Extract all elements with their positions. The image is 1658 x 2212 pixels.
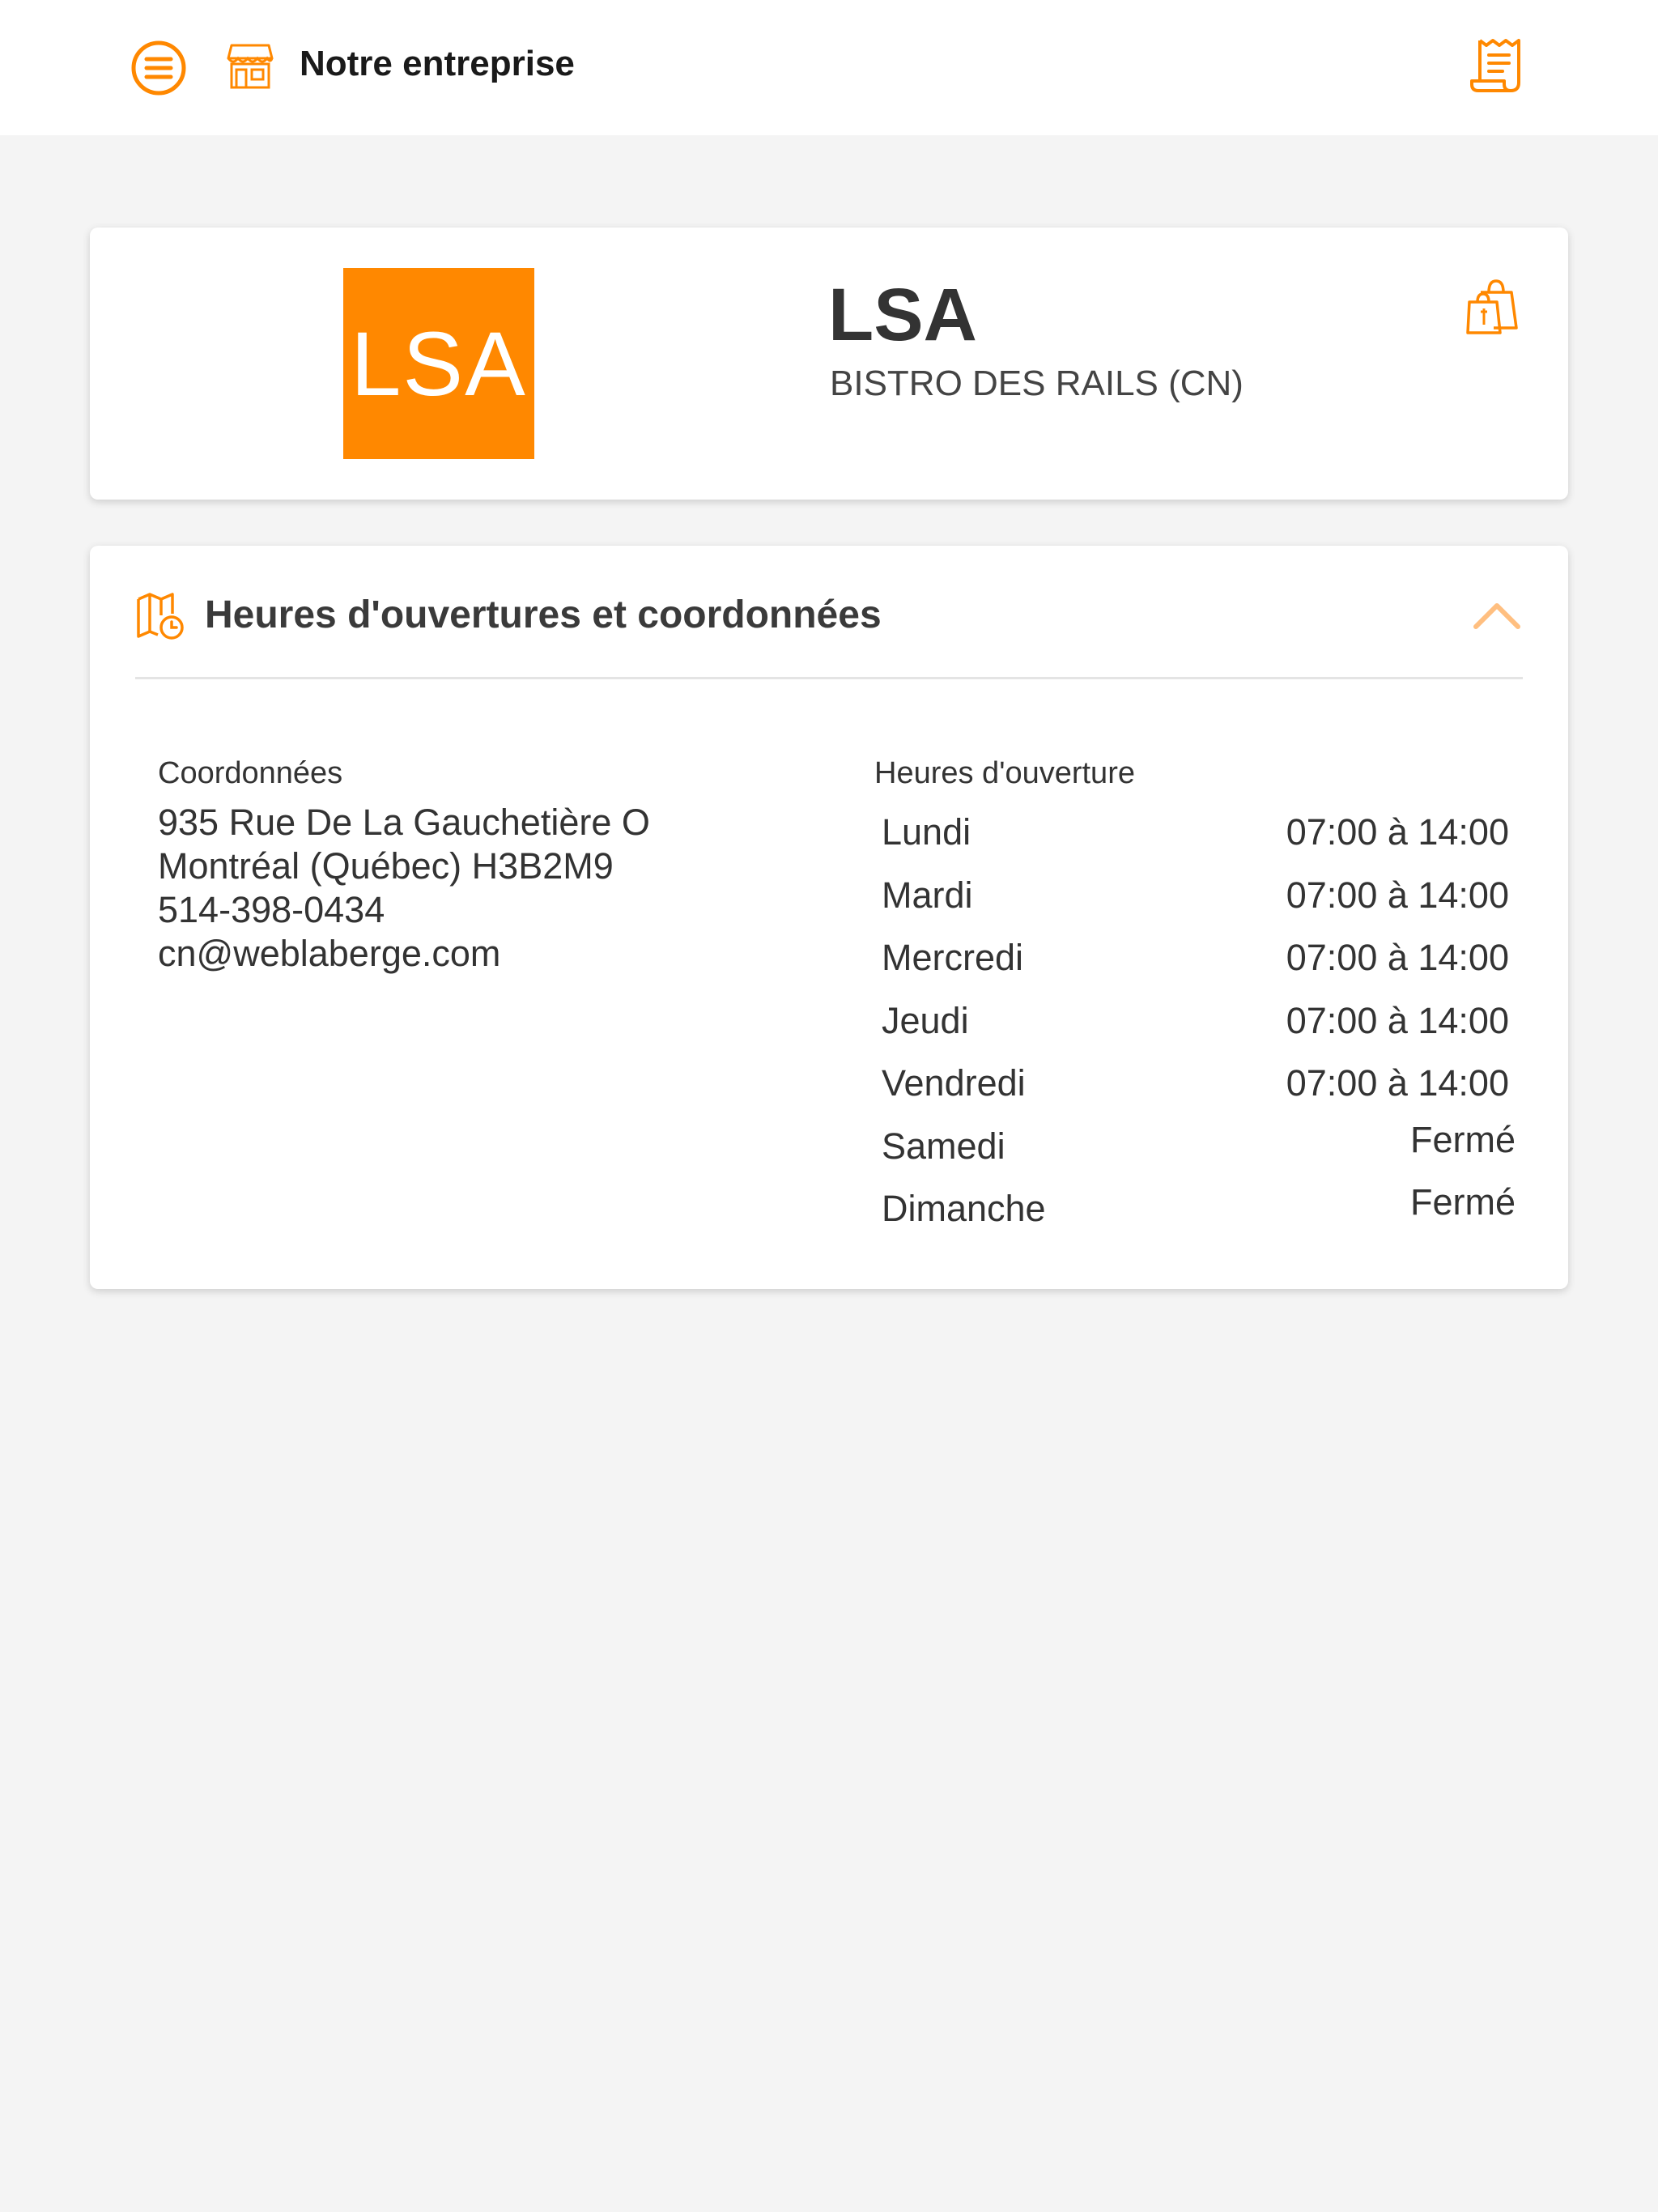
receipt-button[interactable] (1467, 36, 1528, 97)
receipt-icon (1467, 36, 1528, 97)
hours-label: Heures d'ouverture (874, 756, 1135, 790)
menu-button[interactable] (130, 39, 188, 97)
address-line-1: 935 Rue De La Gauchetière O (158, 802, 650, 843)
address-line-2: Montréal (Québec) H3B2M9 (158, 845, 614, 887)
top-bar (0, 0, 1658, 135)
hamburger-menu-icon (130, 39, 188, 97)
hours-row-lundi (874, 811, 1516, 860)
business-name: LSA (828, 274, 977, 356)
day-name: Dimanche (882, 1188, 1046, 1229)
phone-number: 514-398-0434 (158, 889, 385, 930)
business-logo: LSA (343, 268, 534, 459)
day-hours: 07:00 à 14:00 (1286, 1000, 1509, 1041)
page-title: Notre entreprise (300, 44, 575, 83)
day-name: Mardi (882, 874, 973, 916)
hours-row-dimanche (874, 1181, 1516, 1236)
email-address: cn@weblaberge.com (158, 933, 501, 974)
hours-section-header[interactable] (135, 546, 1523, 679)
hours-section-title: Heures d'ouvertures et coordonnées (205, 593, 882, 636)
day-hours: 07:00 à 14:00 (1286, 874, 1509, 916)
business-card (90, 228, 1568, 500)
shopping-bags-button[interactable] (1465, 278, 1521, 336)
business-subtitle: BISTRO DES RAILS (CN) (830, 364, 1244, 403)
day-name: Lundi (882, 811, 971, 853)
hours-row-mardi (874, 874, 1516, 923)
storefront-icon (225, 42, 275, 91)
hours-row-mercredi (874, 937, 1516, 985)
shopping-bags-icon (1465, 278, 1521, 336)
hours-row-vendredi (874, 1062, 1516, 1111)
hours-row-samedi (874, 1119, 1516, 1174)
day-hours: 07:00 à 14:00 (1286, 1062, 1509, 1104)
collapse-toggle[interactable] (1471, 599, 1523, 632)
day-name: Samedi (882, 1125, 1005, 1167)
chevron-up-icon (1471, 599, 1523, 632)
map-clock-icon (135, 591, 185, 641)
day-name: Vendredi (882, 1062, 1026, 1104)
day-name: Jeudi (882, 1000, 969, 1041)
day-hours: Fermé (1409, 1181, 1516, 1223)
contact-label: Coordonnées (158, 756, 343, 790)
contact-info (158, 756, 773, 976)
day-hours: 07:00 à 14:00 (1286, 937, 1509, 978)
day-hours: Fermé (1409, 1119, 1516, 1160)
day-name: Mercredi (882, 937, 1024, 978)
hours-card (90, 546, 1568, 1289)
day-hours: 07:00 à 14:00 (1286, 811, 1509, 853)
hours-row-jeudi (874, 1000, 1516, 1049)
